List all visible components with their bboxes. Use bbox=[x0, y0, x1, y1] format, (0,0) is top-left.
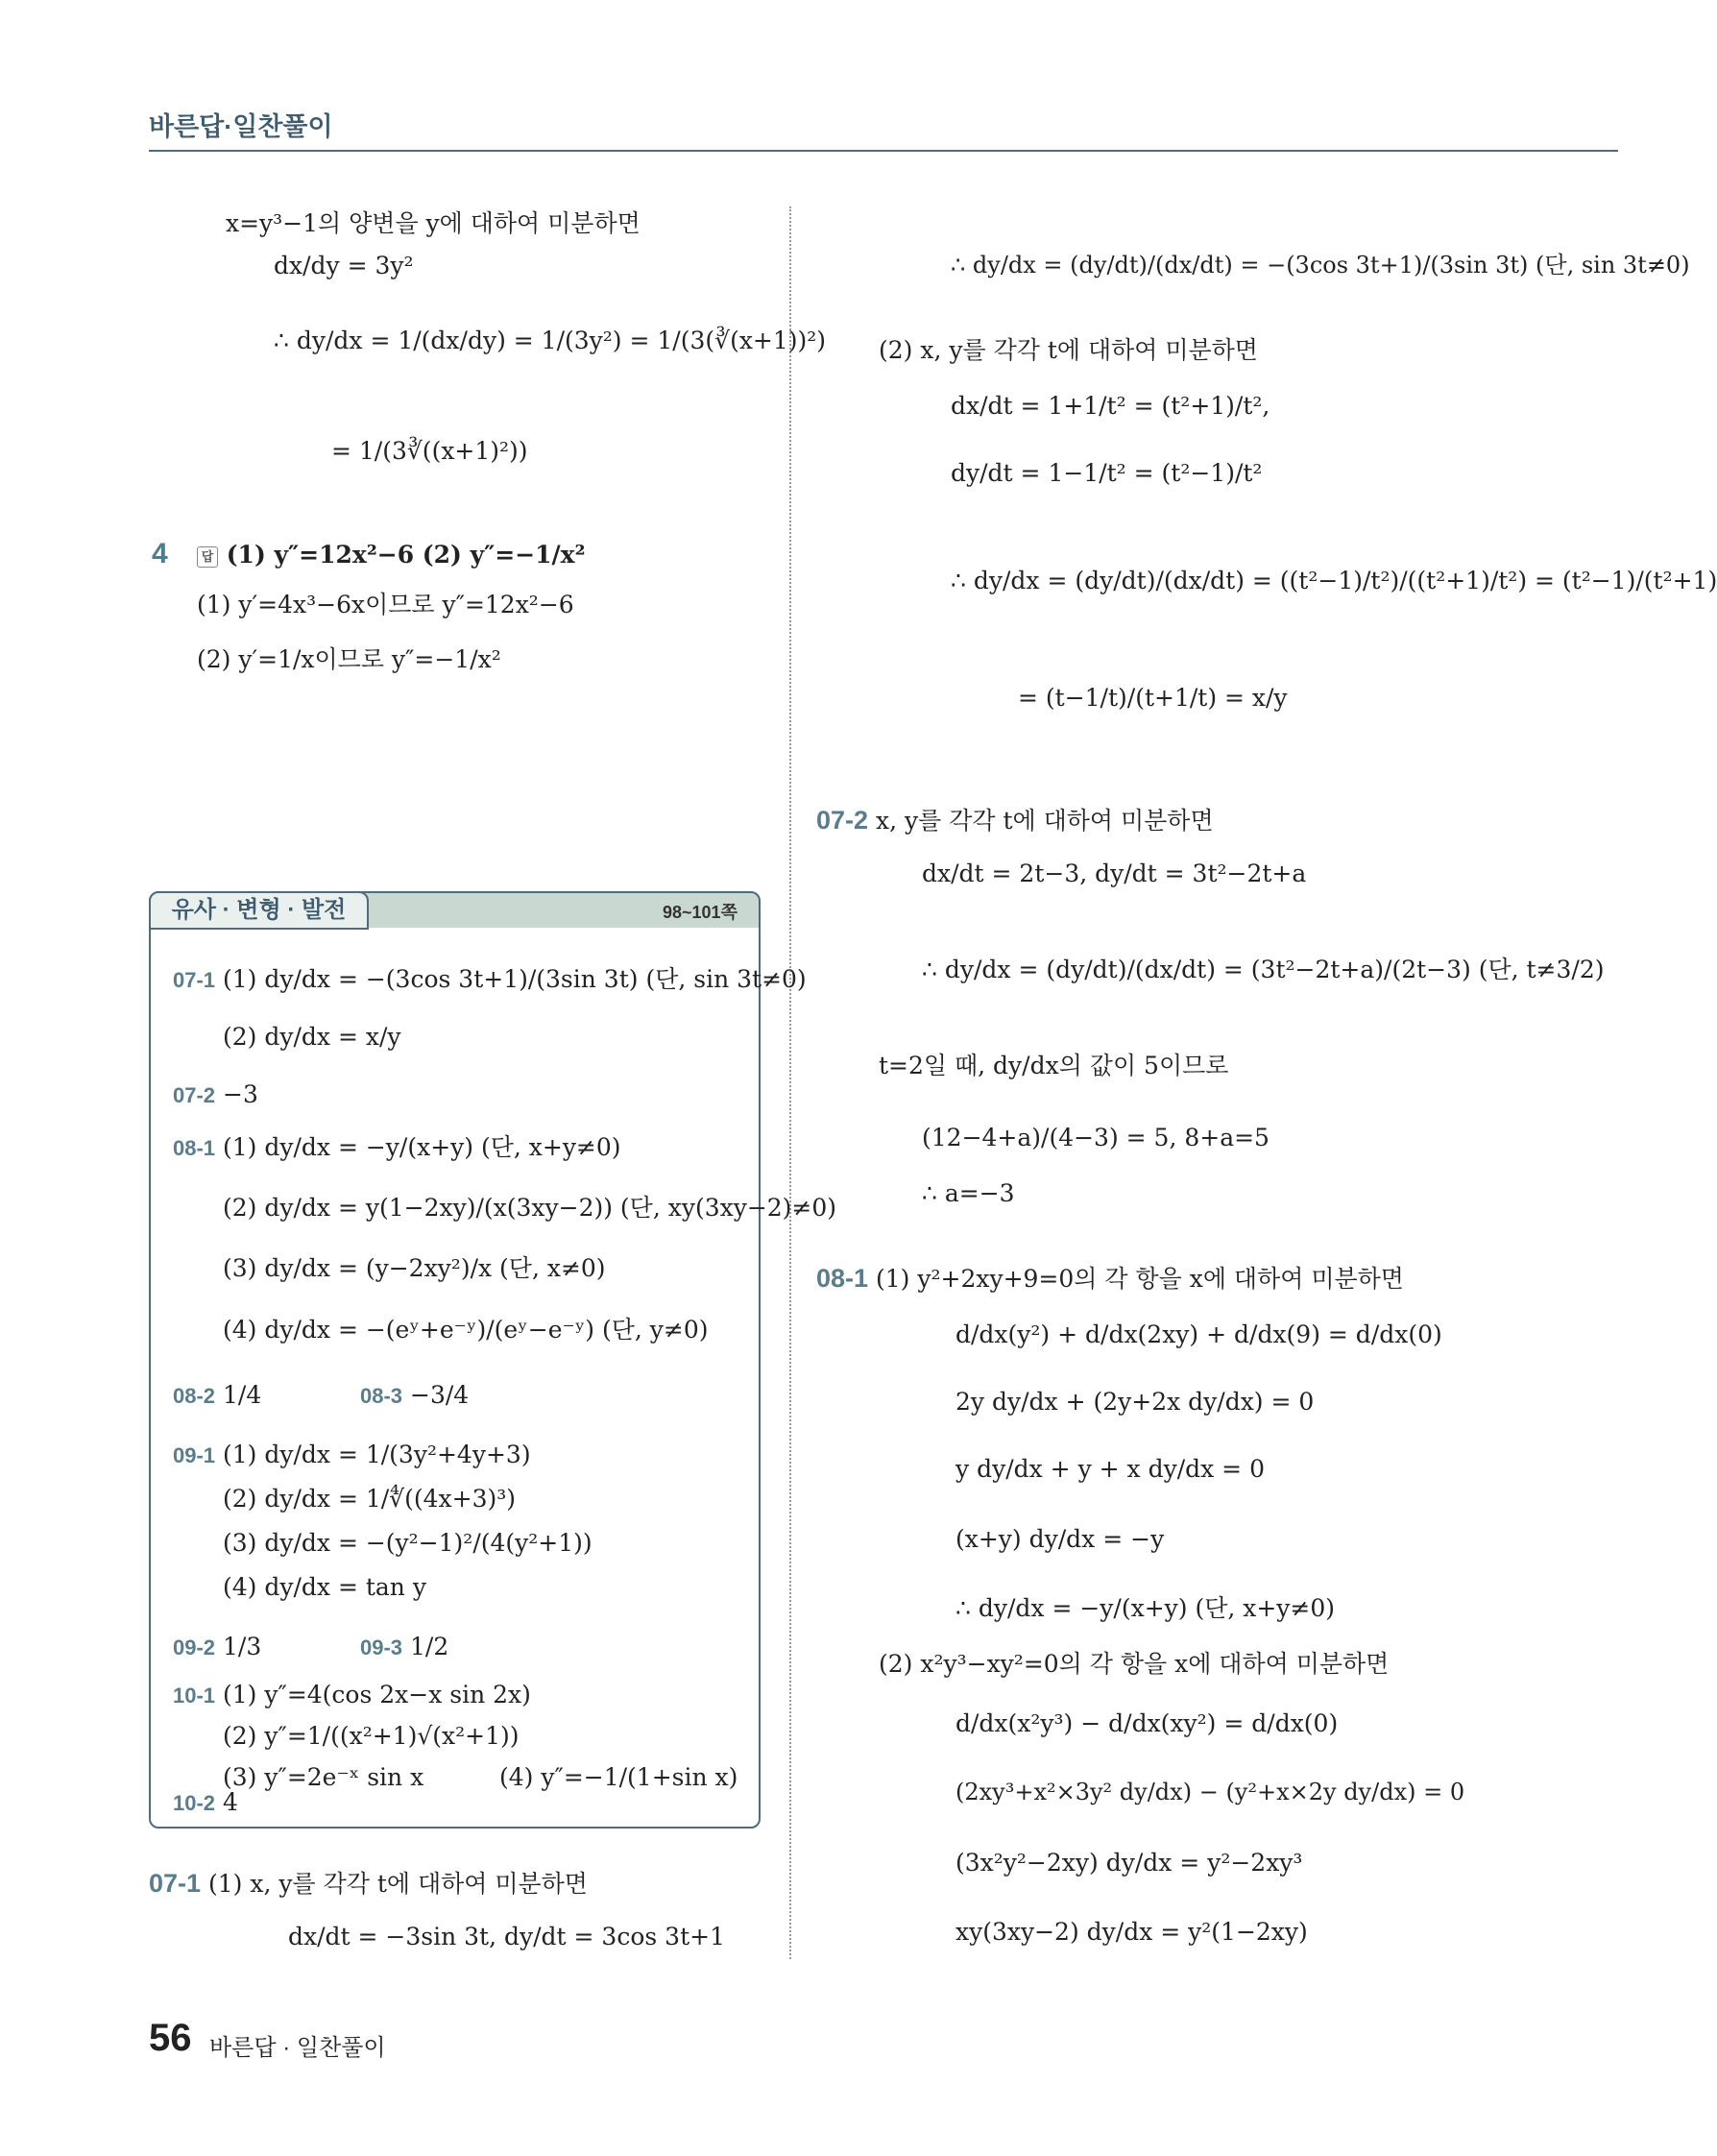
answer-09-1 bbox=[173, 1441, 531, 1469]
answer-09-1-part4: (4) dy/dx = tan y bbox=[223, 1573, 426, 1601]
header-title: 바른답·일찬풀이 bbox=[149, 112, 333, 141]
problem-4-answer bbox=[197, 541, 586, 569]
answer-08-1-part4: (4) dy/dx = −(eʸ+e⁻ʸ)/(eʸ−e⁻ʸ) (단, y≠0) bbox=[223, 1316, 709, 1344]
solution-08-1 bbox=[816, 1263, 1404, 1294]
solution-07-2-line4: (12−4+a)/(4−3) = 5, 8+a=5 bbox=[922, 1124, 1270, 1151]
solution-08-1-line6: d/dx(x²y³) − d/dx(xy²) = d/dx(0) bbox=[955, 1709, 1339, 1737]
answer-10-1 bbox=[173, 1681, 531, 1709]
answer-08-1 bbox=[173, 1133, 621, 1162]
answer-07-1-part2: (2) dy/dx = x/y bbox=[223, 1023, 401, 1051]
problem-4-part2: (2) y′=1/x이므로 y″=−1/x² bbox=[197, 645, 501, 673]
solution-07-2-line2: ∴ dy/dx = (dy/dt)/(dx/dt) = (3t²−2t+a)/(2t−3) (단, t≠3/2) bbox=[922, 956, 1605, 983]
answer-badge: 답 bbox=[197, 546, 218, 568]
solution-08-1-line2: 2y dy/dx + (2y+2x dy/dx) = 0 bbox=[955, 1388, 1315, 1416]
answer-09-3-label: 09-3 bbox=[360, 1635, 403, 1659]
footer-title: 바른답 · 일찬풀이 bbox=[209, 2035, 386, 2061]
solution-07-2-line1: dx/dt = 2t−3, dy/dt = 3t²−2t+a bbox=[922, 860, 1307, 887]
answer-10-1-part2: (2) y″=1/((x²+1)√(x²+1)) bbox=[223, 1722, 520, 1750]
answer-07-1 bbox=[173, 965, 807, 994]
solution-07-1-intro: (1) x, y를 각각 t에 대하여 미분하면 bbox=[208, 1870, 588, 1898]
answer-09-2 bbox=[173, 1633, 261, 1661]
answer-09-1-part1: (1) dy/dx = 1/(3y²+4y+3) bbox=[223, 1441, 531, 1468]
answer-09-2-label: 09-2 bbox=[173, 1635, 216, 1659]
answer-10-2-label: 10-2 bbox=[173, 1791, 216, 1815]
header-rule bbox=[149, 150, 1618, 152]
answer-09-1-label: 09-1 bbox=[173, 1443, 216, 1467]
solution-07-1-line2: ∴ dy/dx = (dy/dt)/(dx/dt) = −(3cos 3t+1)/(3sin 3t) (단, sin 3t≠0) bbox=[951, 252, 1690, 279]
solution-08-1-line9: xy(3xy−2) dy/dx = y²(1−2xy) bbox=[955, 1918, 1308, 1946]
solution-08-1-line4: (x+y) dy/dx = −y bbox=[955, 1525, 1165, 1553]
answer-09-3 bbox=[360, 1633, 448, 1661]
answer-08-3-value: −3/4 bbox=[410, 1381, 470, 1409]
problem-4-part1: (1) y′=4x³−6x이므로 y″=12x²−6 bbox=[197, 591, 574, 618]
answer-08-1-part2: (2) dy/dx = y(1−2xy)/(x(3xy−2)) (단, xy(3xy−2)≠0) bbox=[223, 1194, 837, 1222]
answer-08-2-value: 1/4 bbox=[223, 1381, 262, 1409]
solution-07-1-line3: dx/dt = 1+1/t² = (t²+1)/t², bbox=[951, 392, 1270, 420]
solution-07-1-intro2: (2) x, y를 각각 t에 대하여 미분하면 bbox=[879, 336, 1258, 364]
solution-08-1-intro: (1) y²+2xy+9=0의 각 항을 x에 대하여 미분하면 bbox=[876, 1265, 1404, 1293]
answer-09-1-part2: (2) dy/dx = 1/∜((4x+3)³) bbox=[223, 1485, 517, 1513]
solution-07-1-label: 07-1 bbox=[149, 1869, 202, 1898]
answer-08-1-part1: (1) dy/dx = −y/(x+y) (단, x+y≠0) bbox=[223, 1133, 621, 1161]
solution-07-1 bbox=[149, 1868, 588, 1899]
answer-07-2-label: 07-2 bbox=[173, 1083, 216, 1107]
p1-c: = 1/(3∛((x+1)²)) bbox=[331, 437, 528, 465]
solution-07-1-line6: = (t−1/t)/(t+1/t) = x/y bbox=[1018, 684, 1288, 712]
solution-07-1-line4: dy/dt = 1−1/t² = (t²−1)/t² bbox=[951, 459, 1263, 487]
solution-08-1-line3: y dy/dx + y + x dy/dx = 0 bbox=[955, 1455, 1265, 1483]
answer-07-2-value: −3 bbox=[223, 1080, 258, 1108]
answer-09-3-value: 1/2 bbox=[410, 1633, 449, 1660]
solution-07-2-intro: x, y를 각각 t에 대하여 미분하면 bbox=[876, 807, 1214, 835]
page-number: 56 bbox=[149, 2017, 192, 2059]
answer-07-1-part1: (1) dy/dx = −(3cos 3t+1)/(3sin 3t) (단, sin 3t≠0) bbox=[223, 965, 807, 993]
solution-08-1-line8: (3x²y²−2xy) dy/dx = y²−2xy³ bbox=[955, 1849, 1303, 1877]
answer-10-1-label: 10-1 bbox=[173, 1684, 216, 1708]
solution-07-2-label: 07-2 bbox=[816, 806, 869, 835]
column-divider bbox=[789, 206, 791, 1959]
solution-07-1-line1: dx/dt = −3sin 3t, dy/dt = 3cos 3t+1 bbox=[288, 1923, 725, 1950]
answer-09-1-part3: (3) dy/dx = −(y²−1)²/(4(y²+1)) bbox=[223, 1529, 592, 1557]
summary-box-title: 유사 · 변형 · 발전 bbox=[149, 891, 369, 930]
answer-08-1-part3: (3) dy/dx = (y−2xy²)/x (단, x≠0) bbox=[223, 1254, 606, 1282]
solution-08-1-line5: ∴ dy/dx = −y/(x+y) (단, x+y≠0) bbox=[955, 1594, 1336, 1622]
answer-08-2-label: 08-2 bbox=[173, 1384, 216, 1408]
answer-09-2-value: 1/3 bbox=[223, 1633, 262, 1660]
answer-08-3-label: 08-3 bbox=[360, 1384, 403, 1408]
answer-10-2 bbox=[173, 1788, 238, 1817]
problem-4-answer-text: (1) y″=12x²−6 (2) y″=−1/x² bbox=[226, 541, 586, 569]
answer-08-1-label: 08-1 bbox=[173, 1136, 216, 1160]
answer-10-1-part3: (3) y″=2e⁻ˣ sin x bbox=[223, 1763, 424, 1791]
answer-10-1-part1: (1) y″=4(cos 2x−x sin 2x) bbox=[223, 1681, 531, 1708]
solution-07-2-line3: t=2일 때, dy/dx의 값이 5이므로 bbox=[879, 1052, 1229, 1079]
solution-08-1-label: 08-1 bbox=[816, 1264, 869, 1293]
solution-08-1-intro2: (2) x²y³−xy²=0의 각 항을 x에 대하여 미분하면 bbox=[879, 1650, 1390, 1678]
answer-07-1-label: 07-1 bbox=[173, 968, 216, 992]
p1-b: ∴ dy/dx = 1/(dx/dy) = 1/(3y²) = 1/(3(∛(x+1))²) bbox=[274, 327, 827, 354]
solution-08-1-line7: (2xy³+x²×3y² dy/dx) − (y²+x×2y dy/dx) = 0 bbox=[955, 1779, 1465, 1805]
answer-10-2-value: 4 bbox=[223, 1788, 238, 1816]
answer-10-1-part4: (4) y″=−1/(1+sin x) bbox=[499, 1763, 738, 1791]
solution-07-1-line5: ∴ dy/dx = (dy/dt)/(dx/dt) = ((t²−1)/t²)/((t²+1)/t²) = (t²−1)/(t²+1) bbox=[951, 567, 1717, 594]
answer-08-3 bbox=[360, 1381, 469, 1410]
p1-a: dx/dy = 3y² bbox=[274, 252, 414, 279]
problem-4-number: 4 bbox=[152, 538, 168, 569]
p1-intro: x=y³−1의 양변을 y에 대하여 미분하면 bbox=[226, 209, 641, 237]
answer-08-2 bbox=[173, 1381, 261, 1410]
solution-07-2 bbox=[816, 805, 1214, 836]
solution-07-2-line5: ∴ a=−3 bbox=[922, 1179, 1015, 1207]
solution-08-1-line1: d/dx(y²) + d/dx(2xy) + d/dx(9) = d/dx(0) bbox=[955, 1320, 1442, 1348]
summary-box-pages: 98~101쪽 bbox=[663, 903, 738, 922]
answer-07-2 bbox=[173, 1080, 258, 1109]
